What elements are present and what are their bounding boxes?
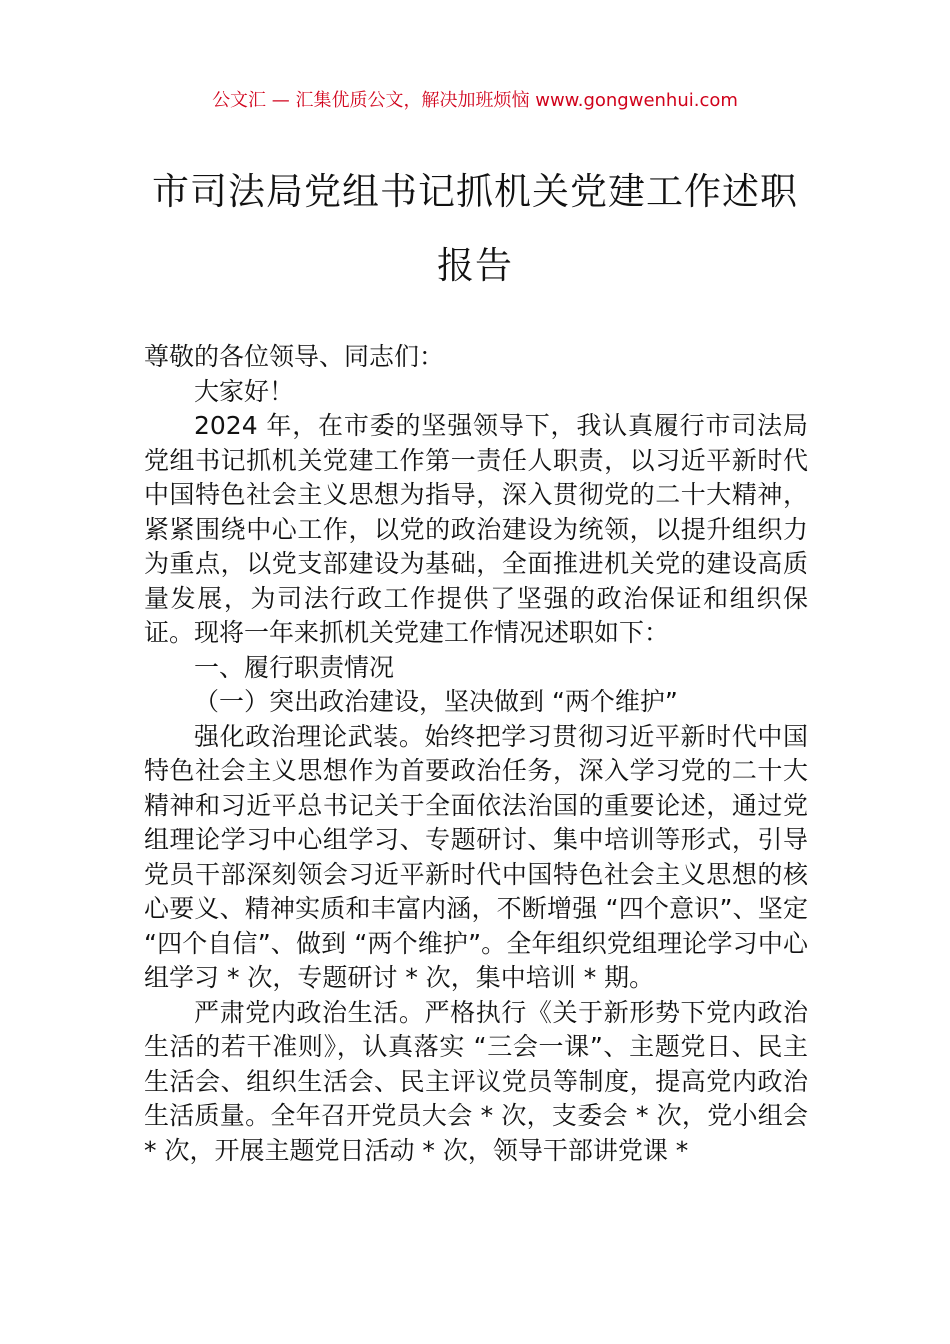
body-paragraph: 强化政治理论武装。始终把学习贯彻习近平新时代中国特色社会主义思想作为首要政治任务，深入学习党的二十大精神和习近平总书记关于全面依法治国的重要论述，通过党组理论学习中心组学习、专题研讨、集中培训等形式，引导党员干部深刻领会习近平新时代中国特色社会主义思想的核心要义、精神实质和丰富内涵，不断增强 “四个意识”、坚定 “四个自信”、做到 “两个维护”。全年组织党组理论学习中心组学习 * 次，专题研讨 * 次，集中培训 * 期。: [144, 721, 808, 992]
body-paragraph: 严肃党内政治生活。严格执行《关于新形势下党内政治生活的若干准则》，认真落实 “三会一课”、主题党日、民主生活会、组织生活会、民主评议党员等制度，提高党内政治生活质量。全年召开党员大会 * 次，支委会 * 次，党小组会 * 次，开展主题党日活动 * 次，领导干部讲党课 *: [144, 997, 808, 1165]
salutation: 尊敬的各位领导、同志们：: [144, 342, 445, 371]
document-body: [144, 340, 808, 1168]
greeting: 大家好！: [194, 376, 295, 406]
document-title: 市司法局党组书记抓机关党建工作述职报告: [152, 170, 798, 287]
section-heading: 一、履行职责情况: [194, 652, 395, 682]
intro-paragraph: 2024 年，在市委的坚强领导下，我认真履行市司法局党组书记抓机关党建工作第一责任人职责，以习近平新时代中国特色社会主义思想为指导，深入贯彻党的二十大精神，紧紧围绕中心工作，以党的政治建设为统领，以提升组织力为重点，以党支部建设为基础，全面推进机关党的建设高质量发展，为司法行政工作提供了坚强的政治保证和组织保证。现将一年来抓机关党建工作情况述职如下：: [144, 411, 808, 647]
site-watermark-header: 公文汇 — 汇集优质公文，解决加班烦恼 www.gongwenhui.com: [212, 90, 738, 111]
subsection-heading: （一）突出政治建设，坚决做到 “两个维护”: [194, 687, 678, 716]
